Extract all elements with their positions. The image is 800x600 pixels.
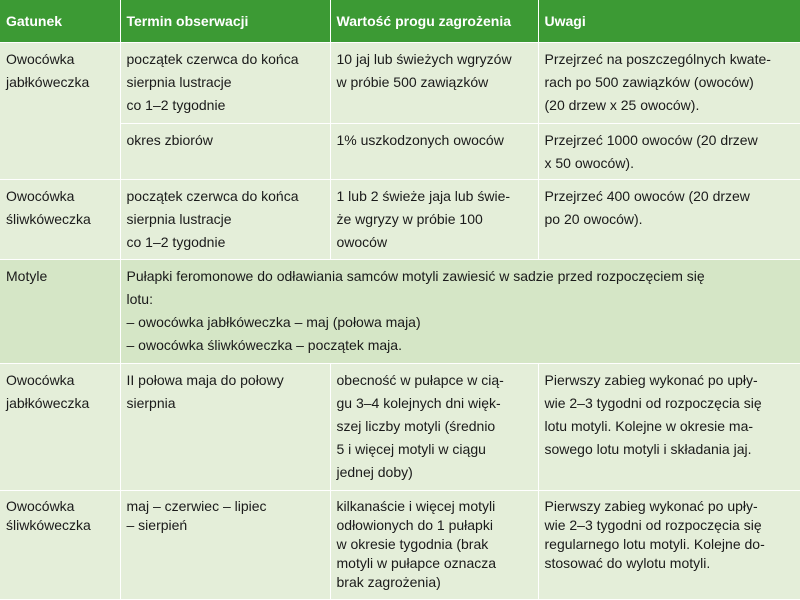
cell-threshold: 10 jaj lub świeżych wgryzów w próbie 500 zawiązków xyxy=(330,43,538,124)
table-row xyxy=(0,124,800,180)
table-row xyxy=(0,260,800,364)
cell-notes: Przejrzeć 400 owoców (20 drzew po 20 owoców). xyxy=(538,180,800,260)
table-row xyxy=(0,491,800,600)
cell-threshold: 1% uszkodzonych owoców xyxy=(330,124,538,180)
cell-term: początek czerwca do końca sierpnia lustracje co 1–2 tygodnie xyxy=(120,180,330,260)
table-row xyxy=(0,180,800,260)
cell-species: Owocówka jabłkóweczka xyxy=(0,43,120,180)
cell-species: Owocówka jabłkóweczka xyxy=(0,364,120,491)
cell-species: Owocówka śliwkóweczka xyxy=(0,180,120,260)
cell-threshold: kilkanaście i więcej motyli odłowionych do 1 pułapki w okresie tygodnia (brak motyli w pułapce oznacza brak zagrożenia) xyxy=(330,491,538,600)
cell-term: maj – czerwiec – lipiec – sierpień xyxy=(120,491,330,600)
cell-threshold: 1 lub 2 świeże jaja lub świe- że wgryzy w próbie 100 owoców xyxy=(330,180,538,260)
header-term: Termin obserwacji xyxy=(120,0,330,43)
cell-notes: Przejrzeć 1000 owoców (20 drzew x 50 owoców). xyxy=(538,124,800,180)
cell-notes: Przejrzeć na poszczególnych kwate- rach po 500 zawiązków (owoców) (20 drzew x 25 owoców). xyxy=(538,43,800,124)
cell-term: początek czerwca do końca sierpnia lustracje co 1–2 tygodnie xyxy=(120,43,330,124)
table-row xyxy=(0,364,800,491)
cell-species: Owocówka śliwkóweczka xyxy=(0,491,120,600)
cell-term: okres zbiorów xyxy=(120,124,330,180)
header-notes: Uwagi xyxy=(538,0,800,43)
header-species: Gatunek xyxy=(0,0,120,43)
header-threshold: Wartość progu zagrożenia xyxy=(330,0,538,43)
table-row xyxy=(0,43,800,124)
cell-threshold: obecność w pułapce w cią- gu 3–4 kolejnych dni więk- szej liczby motyli (średnio 5 i więcej motyli w ciągu jednej doby) xyxy=(330,364,538,491)
cell-term: II połowa maja do połowy sierpnia xyxy=(120,364,330,491)
cell-traps-info: Pułapki feromonowe do odławiania samców motyli zawiesić w sadzie przed rozpoczęciem się lotu: – owocówka jabłkóweczka – maj (połowa maja) – owocówka śliwkóweczka – początek maja. xyxy=(120,260,800,364)
cell-notes: Pierwszy zabieg wykonać po upły- wie 2–3 tygodni od rozpoczęcia się lotu motyli. Kolejne w okresie ma- sowego lotu motyli i składania jaj. xyxy=(538,364,800,491)
cell-notes: Pierwszy zabieg wykonać po upły- wie 2–3 tygodni od rozpoczęcia się regularnego lotu motyli. Kolejne do- stosować do wylotu motyli. xyxy=(538,491,800,600)
header-row xyxy=(0,0,800,43)
cell-species: Motyle xyxy=(0,260,120,364)
